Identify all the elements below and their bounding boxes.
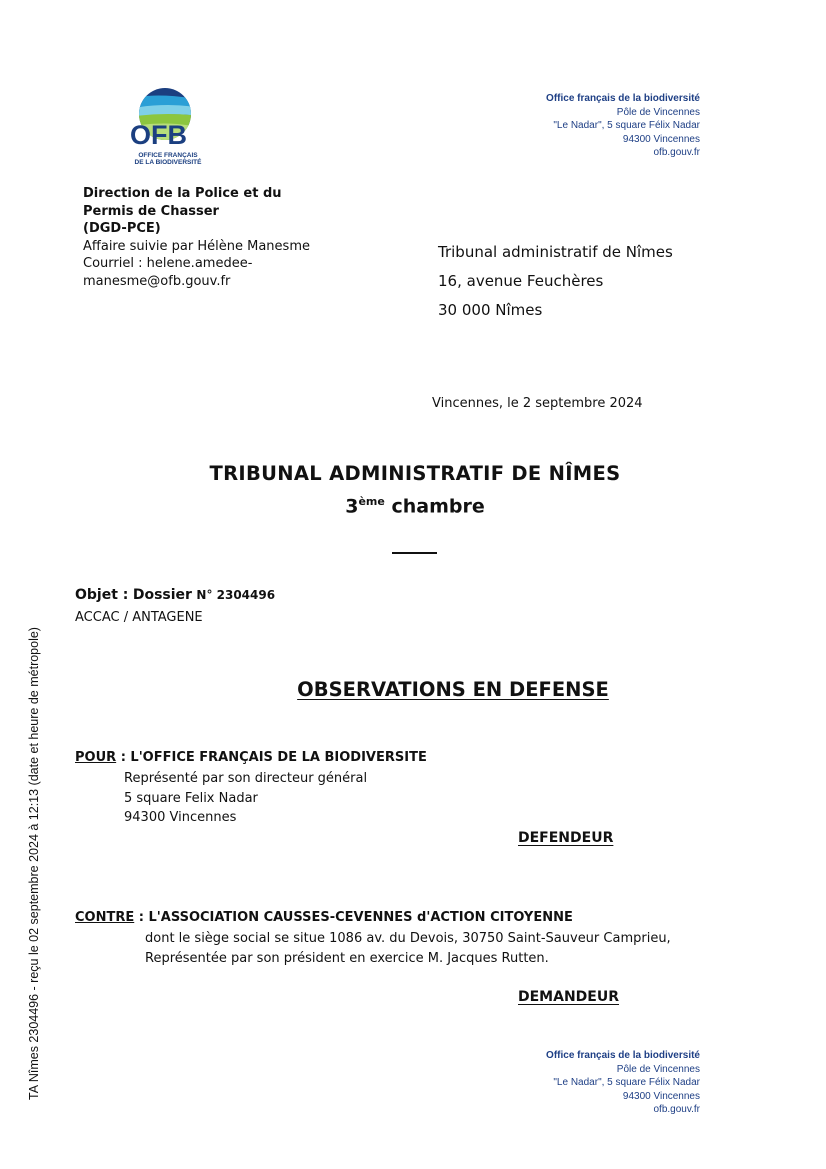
header-org-address [546,92,700,160]
recipient-street: 16, avenue Feuchères [438,272,604,290]
dossier-number: N° 2304496 [196,588,276,602]
receipt-side-stamp: TA Nîmes 2304496 - reçu le 02 septembre 2024 à 12:13 (date et heure de métropole) [27,627,41,1100]
contre-label: CONTRE [75,910,135,925]
org-name: Office français de la biodiversité [546,93,700,104]
sender-email-line1: Courriel : helene.amedee- [83,256,253,271]
pour-line3: 94300 Vincennes [124,810,237,825]
sender-email-line2: manesme@ofb.gouv.fr [83,273,231,289]
org-city: 94300 Vincennes [622,133,700,145]
observations-title: OBSERVATIONS EN DEFENSE [297,678,609,701]
objet-parties: ACCAC / ANTAGENE [75,610,203,625]
date-line: Vincennes, le 2 septembre 2024 [432,396,643,411]
contre-details [145,929,671,968]
footer-org-street: "Le Nadar", 5 square Félix Nadar [553,1077,700,1089]
org-street: "Le Nadar", 5 square Félix Nadar [553,120,700,132]
pour-heading [75,750,427,765]
footer-org-site: Pôle de Vincennes [616,1063,700,1075]
contre-heading [75,910,573,925]
recipient-city: 30 000 Nîmes [438,301,543,319]
contre-line2: Représentée par son président en exercice M. Jacques Rutten. [145,950,549,966]
footer-org-city: 94300 Vincennes [622,1090,700,1102]
dossier-label: Dossier [132,587,192,603]
chamber-word: chambre [391,495,485,518]
sender-block [83,185,323,290]
title-divider [392,552,437,554]
pour-details [124,769,367,828]
pour-line2: 5 square Felix Nadar [124,790,258,806]
sender-department: Direction de la Police et du Permis de Chasser [83,186,282,219]
pour-label: POUR [75,750,117,765]
objet-line [75,587,275,603]
recipient-name: Tribunal administratif de Nîmes [438,243,673,261]
sender-followed-by: Affaire suivie par Hélène Manesme [83,238,310,254]
logo-wordmark: OFB [130,120,187,150]
footer-org-name: Office français de la biodiversité [546,1050,700,1061]
contre-name: : L'ASSOCIATION CAUSSES-CEVENNES d'ACTION CITOYENNE [138,910,573,925]
contre-role: DEMANDEUR [518,989,620,1005]
chamber-suffix: ème [358,495,385,508]
logo-subtitle-line2: DE LA BIODIVERSITÉ [134,159,202,166]
chamber-number: 3 [345,495,359,518]
footer-org-web: ofb.gouv.fr [653,1104,700,1116]
org-web: ofb.gouv.fr [653,147,700,159]
court-title: TRIBUNAL ADMINISTRATIF DE NÎMES [209,462,621,485]
org-site: Pôle de Vincennes [616,106,700,118]
pour-name: : L'OFFICE FRANÇAIS DE LA BIODIVERSITE [120,750,427,765]
objet-label: Objet : [75,587,129,603]
footer-org-address [546,1049,700,1117]
pour-line1: Représenté par son directeur général [124,771,368,786]
sender-department-code: (DGD-PCE) [83,221,161,236]
court-chamber [0,495,826,517]
contre-line1: dont le siège social se situe 1086 av. du Devois, 30750 Saint-Sauveur Camprieu, [145,931,671,946]
recipient-block [438,238,673,325]
logo-subtitle-line1: OFFICE FRANÇAIS [138,152,198,159]
pour-role: DEFENDEUR [518,830,614,846]
